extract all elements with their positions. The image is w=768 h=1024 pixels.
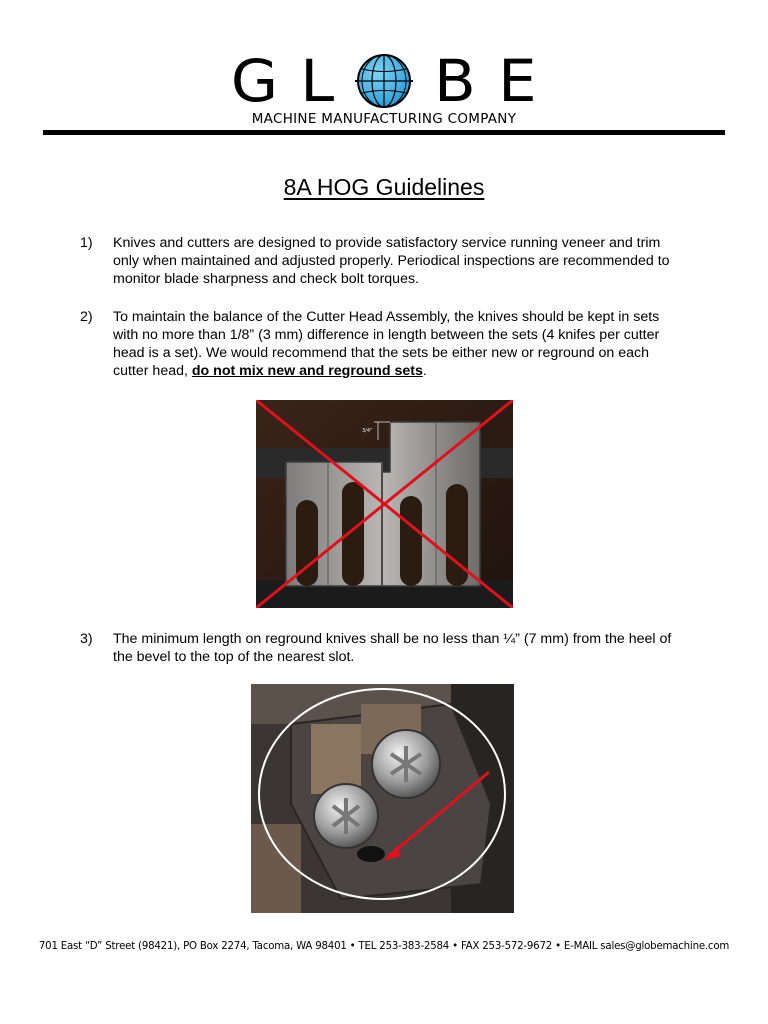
page-title: 8A HOG Guidelines [283, 174, 485, 200]
logo-letter-g: G [231, 47, 279, 115]
logo-letter-l: L [300, 47, 335, 115]
footer-contact: 701 East “D” Street (98421), PO Box 2274, Tacoma, WA 98401 • TEL 253-383-2584 • FAX 253-572-9672 • E-MAIL sales@globemachine.com [38, 941, 730, 952]
item-text: Knives and cutters are designed to provide satisfactory service running veneer and trim only when maintained and adjusted properly. Periodical inspections are recommended to monitor blade sharpness and check bolt torques. [113, 235, 670, 287]
guideline-item-1 [80, 234, 680, 288]
header-divider [43, 130, 725, 135]
item-number: 1) [80, 235, 93, 251]
company-subtitle: MACHINE MANUFACTURING COMPANY [251, 111, 517, 127]
company-logo [0, 47, 768, 115]
item-text-end: . [422, 363, 427, 379]
guideline-item-2 [80, 308, 680, 380]
item-text: The minimum length on reground knives shall be no less than ¼” (7 mm) from the heel of the bevel to the top of the nearest slot. [113, 631, 672, 665]
knife-set-photo [256, 400, 513, 608]
cutter-bolt-photo [251, 684, 514, 913]
globe-icon [355, 52, 413, 110]
item-number: 2) [80, 309, 93, 325]
logo-letter-b: B [434, 47, 477, 115]
item-number: 3) [80, 631, 93, 647]
item-text-plain: To maintain the balance of the Cutter Head Assembly, the knives should be kept in sets with no more than 1/8” (3 mm) difference in length between the sets (4 knifes per cutter head is a set). We would recommend that the sets be either new or reground on each cutter head, [113, 309, 660, 379]
item-text-emphasis: do not mix new and reground sets [191, 363, 423, 379]
logo-letter-e: E [498, 47, 537, 115]
item-text [113, 308, 680, 380]
measure-label: 3/4" [362, 428, 373, 434]
guideline-item-3 [80, 630, 680, 666]
